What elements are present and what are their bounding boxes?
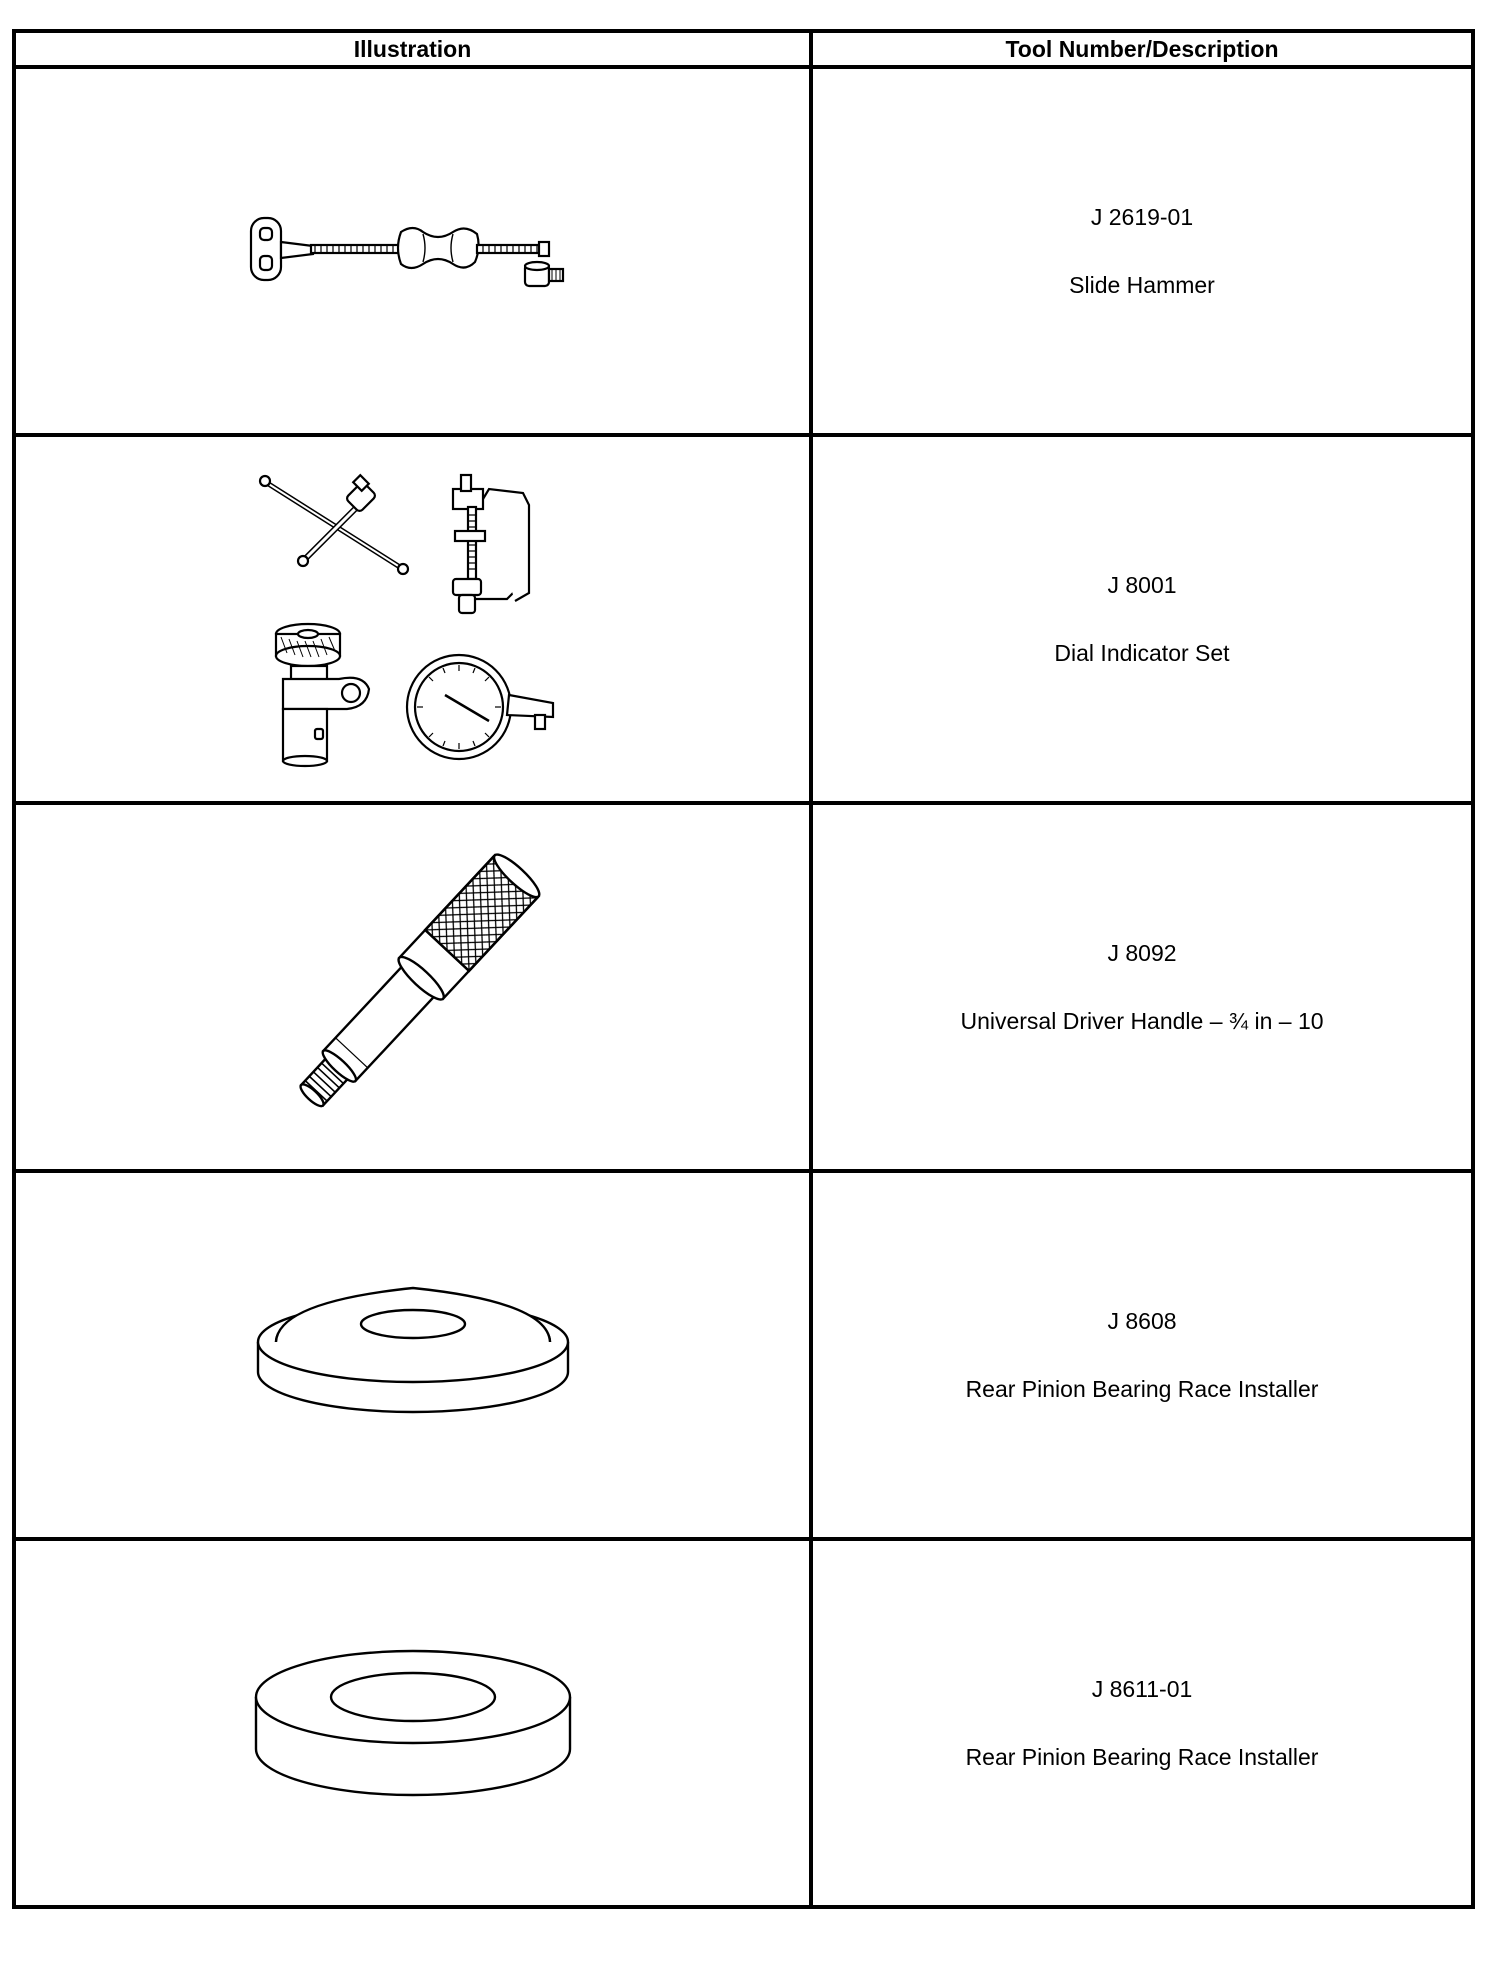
special-tools-table (12, 29, 1475, 1909)
tool-description: Dial Indicator Set (1054, 640, 1230, 666)
table-row (14, 1539, 1473, 1907)
tool-description: Universal Driver Handle – ¾ in – 10 (960, 1008, 1324, 1034)
header-tool-number-description: Tool Number/Description (811, 31, 1473, 67)
tool-info-cell (811, 803, 1473, 1171)
header-row (14, 31, 1473, 67)
tool-info-cell (811, 1171, 1473, 1539)
table-row (14, 435, 1473, 803)
tool-description: Rear Pinion Bearing Race Installer (965, 1744, 1319, 1770)
tool-number: J 8611-01 (1091, 1676, 1193, 1702)
driver-handle-icon (253, 827, 573, 1147)
tool-number: J 8001 (1107, 572, 1177, 598)
tool-info-cell (811, 67, 1473, 435)
tool-description: Slide Hammer (1069, 272, 1215, 298)
table-row (14, 803, 1473, 1171)
dial-indicator-set-icon (253, 469, 573, 769)
race-installer-icon (248, 1280, 578, 1430)
illustration-cell (14, 1539, 811, 1907)
header-illustration: Illustration (14, 31, 811, 67)
tool-description: Rear Pinion Bearing Race Installer (965, 1376, 1319, 1402)
tool-info-cell (811, 435, 1473, 803)
slide-hammer-icon (243, 206, 583, 296)
illustration-cell (14, 803, 811, 1171)
tool-number: J 8608 (1107, 1308, 1177, 1334)
table-row (14, 1171, 1473, 1539)
illustration-cell (14, 435, 811, 803)
tool-number: J 2619-01 (1090, 204, 1194, 230)
table-row (14, 67, 1473, 435)
tool-info-cell (811, 1539, 1473, 1907)
illustration-cell (14, 1171, 811, 1539)
race-installer-icon (248, 1643, 578, 1803)
tool-number: J 8092 (1107, 940, 1177, 966)
illustration-cell (14, 67, 811, 435)
